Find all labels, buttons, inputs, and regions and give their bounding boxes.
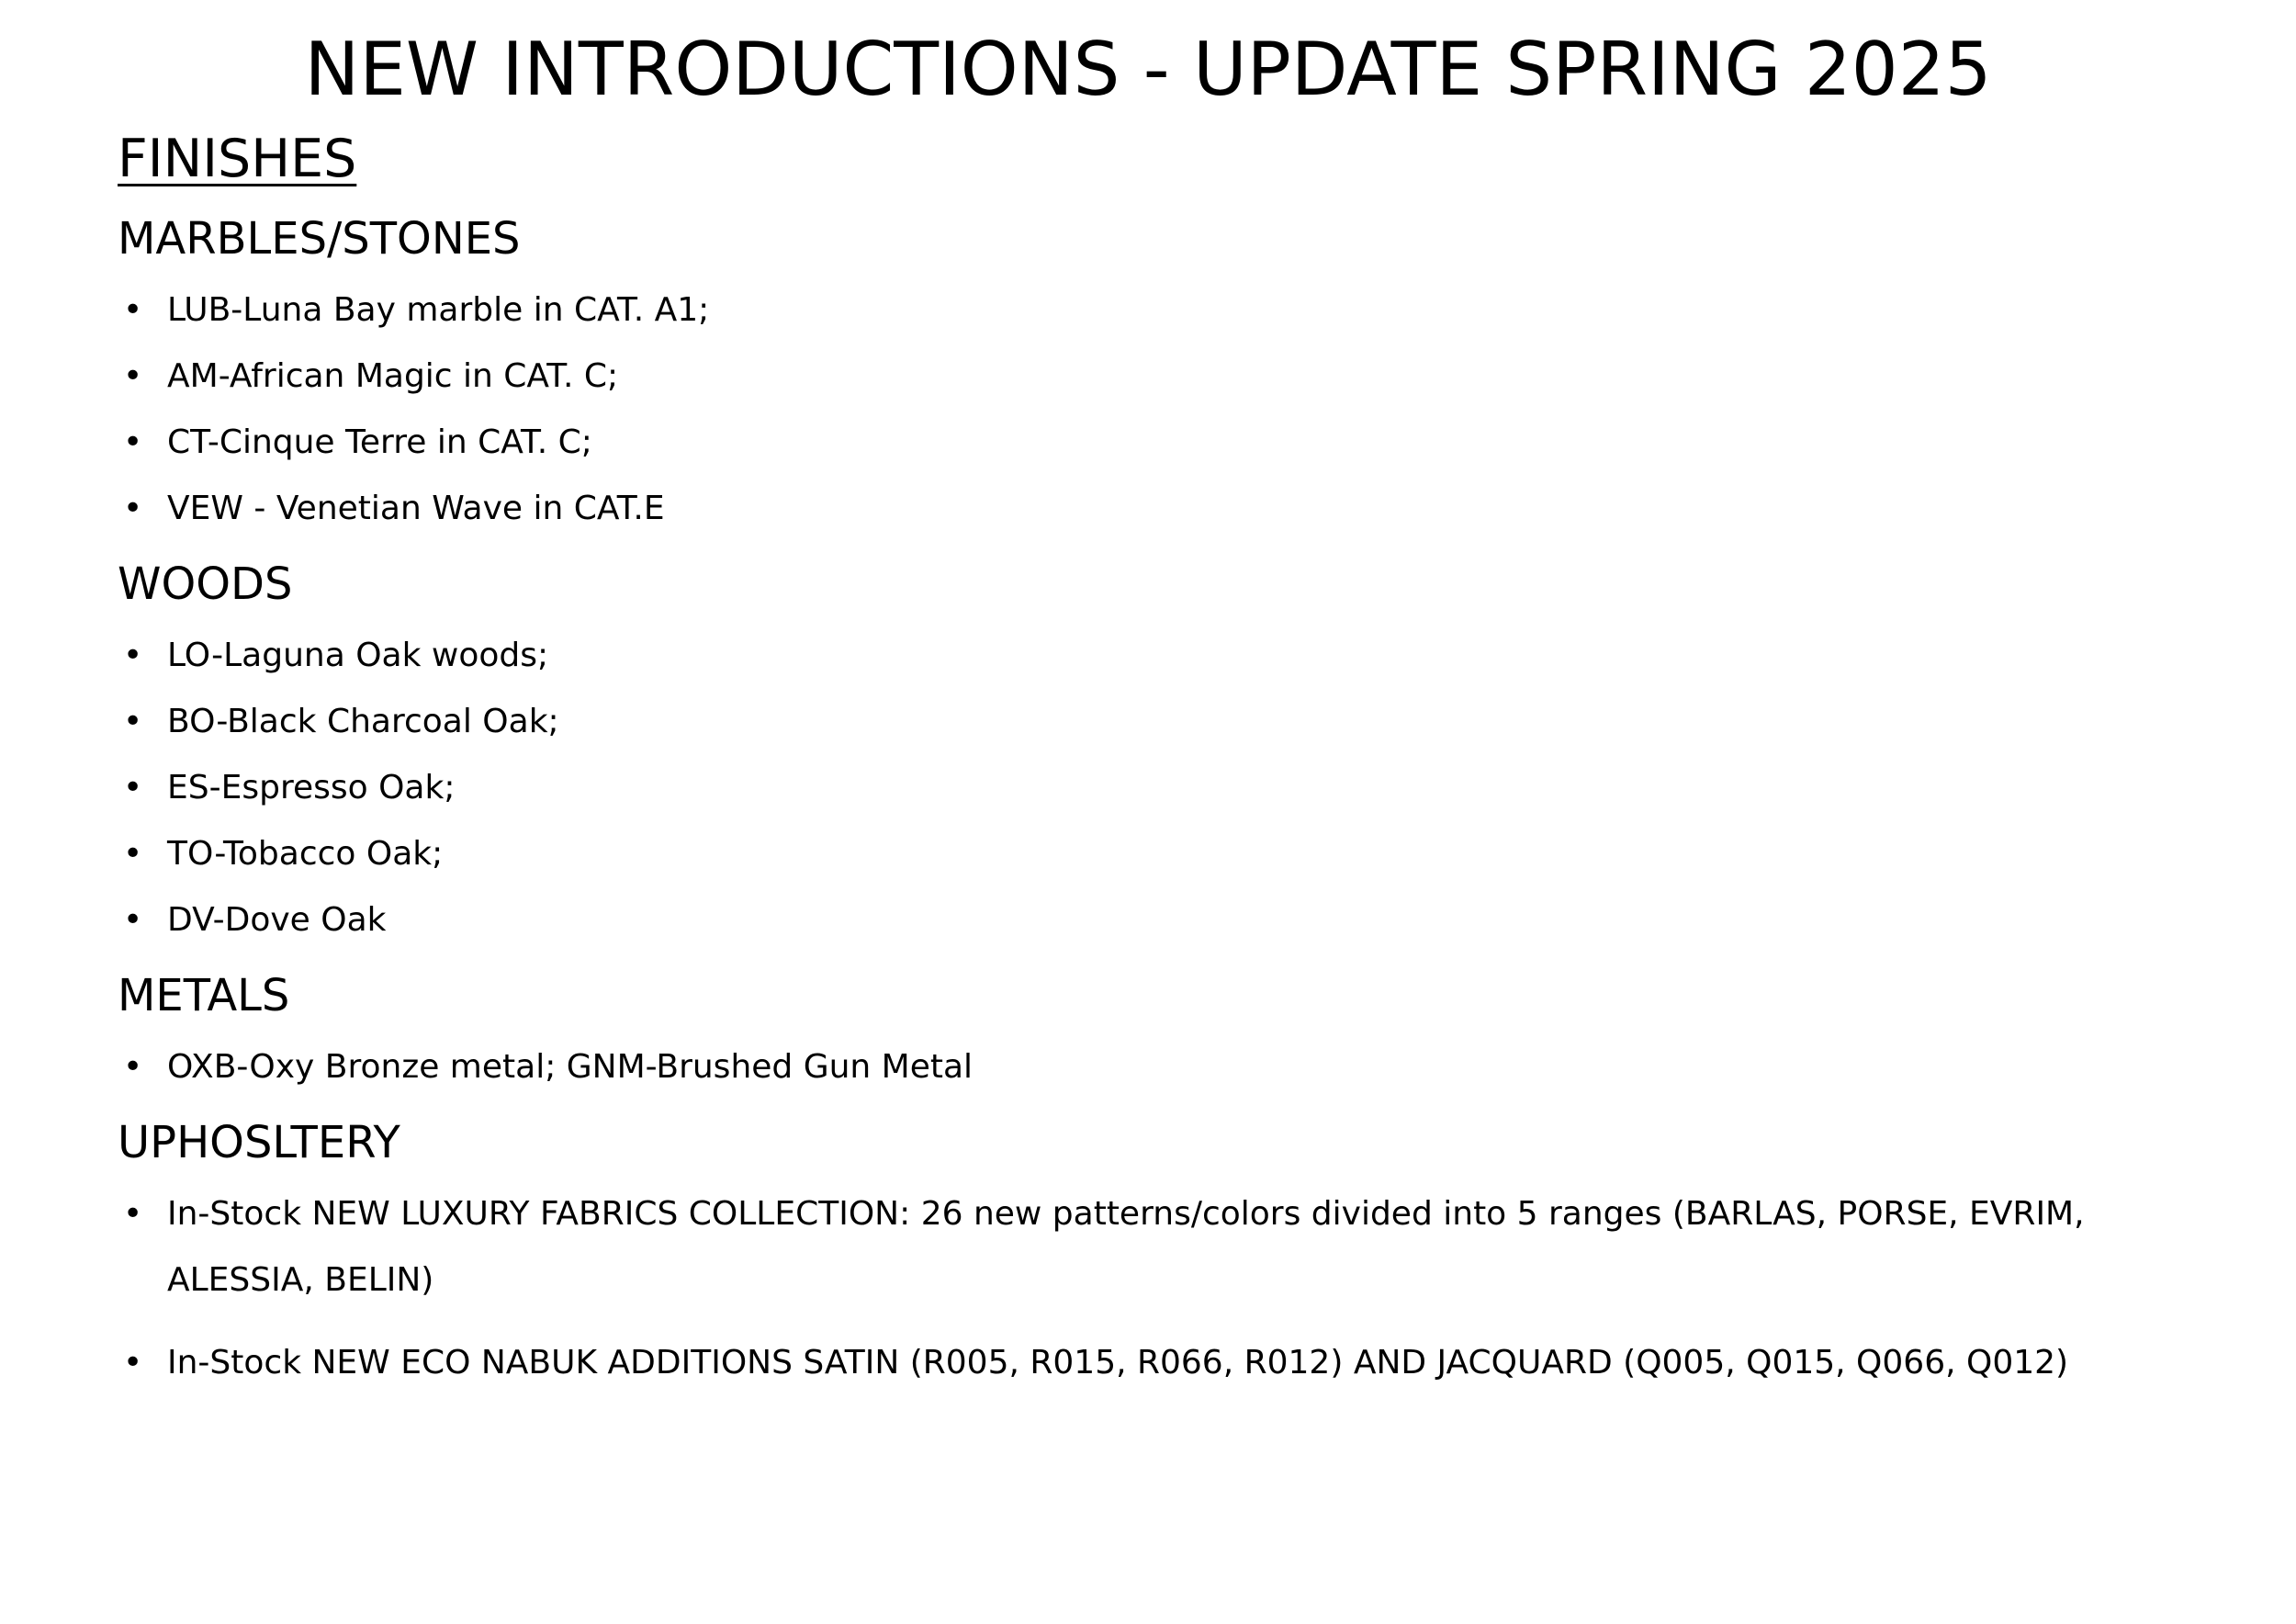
bullet-icon: • <box>123 490 143 527</box>
list-item <box>118 410 2230 476</box>
document-body <box>118 129 2230 1413</box>
bullet-icon: • <box>123 769 143 806</box>
list-marbles-stones <box>118 277 2230 542</box>
list-item-text: In-Stock NEW ECO NABUK ADDITIONS SATIN (R005, R015, R066, R012) AND JACQUARD (Q005, Q015, Q066, Q012) <box>167 1344 2069 1382</box>
bullet-icon: • <box>123 637 143 674</box>
bullet-icon: • <box>123 1195 143 1233</box>
group-title-marbles-stones: MARBLES/STONES <box>118 213 521 265</box>
list-item <box>118 689 2230 755</box>
list-item <box>118 755 2230 821</box>
list-upholstery <box>118 1181 2230 1396</box>
list-item <box>118 476 2230 542</box>
list-woods <box>118 623 2230 953</box>
list-item-text: In-Stock NEW LUXURY FABRICS COLLECTION: 26 new patterns/colors divided into 5 ranges (BARLAS, PORSE, EVRIM, ALESSIA, BELIN) <box>167 1195 2085 1299</box>
bullet-icon: • <box>123 901 143 939</box>
bullet-icon: • <box>123 835 143 873</box>
group-title-metals: METALS <box>118 970 290 1021</box>
bullet-icon: • <box>123 703 143 740</box>
list-item <box>118 821 2230 887</box>
section-title-finishes: FINISHES <box>118 129 357 189</box>
list-metals <box>118 1034 2230 1100</box>
list-item-text: VEW - Venetian Wave in CAT.E <box>167 490 665 527</box>
list-item-text: BO-Black Charcoal Oak; <box>167 703 559 740</box>
bullet-icon: • <box>123 1344 143 1382</box>
list-item <box>118 1330 2169 1396</box>
list-item-text: TO-Tobacco Oak; <box>167 835 444 873</box>
group-title-woods: WOODS <box>118 558 293 610</box>
list-item <box>118 623 2230 689</box>
list-item-text: OXB-Oxy Bronze metal; GNM-Brushed Gun Metal <box>167 1048 974 1086</box>
list-item-text: DV-Dove Oak <box>167 901 387 939</box>
list-item-text: LUB-Luna Bay marble in CAT. A1; <box>167 291 710 329</box>
list-item-text: AM-African Magic in CAT. C; <box>167 357 619 395</box>
list-item <box>118 887 2230 953</box>
list-item-text: LO-Laguna Oak woods; <box>167 637 549 674</box>
list-item-text: ES-Espresso Oak; <box>167 769 456 806</box>
list-item <box>118 1181 2169 1314</box>
bullet-icon: • <box>123 291 143 329</box>
bullet-icon: • <box>123 423 143 461</box>
page-title: NEW INTRODUCTIONS - UPDATE SPRING 2025 <box>304 27 1992 112</box>
bullet-icon: • <box>123 1048 143 1086</box>
list-item <box>118 277 2230 344</box>
group-title-upholstery: UPHOSLTERY <box>118 1117 400 1168</box>
list-item-text: CT-Cinque Terre in CAT. C; <box>167 423 592 461</box>
list-item <box>118 344 2230 410</box>
list-item <box>118 1034 2230 1100</box>
bullet-icon: • <box>123 357 143 395</box>
